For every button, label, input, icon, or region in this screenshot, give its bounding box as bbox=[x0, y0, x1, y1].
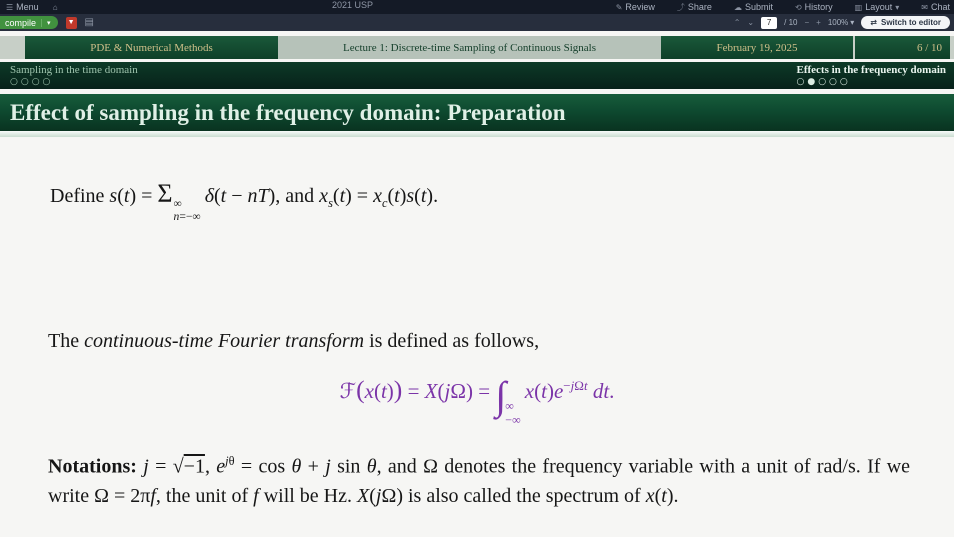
project-title: 2021 USP bbox=[332, 0, 374, 10]
pdf-slide-page bbox=[0, 31, 954, 537]
share-icon: ⤴ bbox=[676, 2, 685, 12]
logs-icon[interactable]: ▤ bbox=[84, 17, 94, 28]
slide-pagenumber-box: 6 / 10 bbox=[855, 36, 950, 59]
fourier-transform-formula: ℱ(x(t)) = X(jΩ) = ∫ ∞ −∞ $x(t)e^{-j\Omega t}$ dt. bbox=[339, 373, 615, 427]
header-spacer bbox=[0, 36, 25, 59]
chevron-down-icon: ▾ bbox=[895, 2, 900, 12]
zoom-in-icon[interactable]: + bbox=[816, 18, 821, 27]
section-right bbox=[796, 64, 946, 88]
review-icon: ✎ bbox=[615, 2, 623, 12]
slide-section-row bbox=[0, 62, 954, 89]
layout-button[interactable]: ▥ Layout ▾ bbox=[854, 2, 900, 12]
section-left bbox=[10, 64, 138, 88]
slide-body bbox=[0, 137, 954, 537]
section-right-dots: ○●○○○ bbox=[796, 77, 851, 87]
section-right-label: Effects in the frequency domain bbox=[796, 64, 946, 76]
review-button[interactable]: ✎ Review bbox=[615, 2, 655, 12]
chevron-down-icon: ▾ bbox=[850, 18, 855, 27]
submit-icon: ☁ bbox=[733, 2, 742, 12]
slide-shorttitle-box: PDE & Numerical Methods bbox=[25, 36, 278, 59]
chat-icon: ✉ bbox=[921, 2, 928, 12]
slide-lecturetitle-box: Lecture 1: Discrete-time Sampling of Continuous Signals bbox=[278, 36, 661, 59]
page-total-label: / 10 bbox=[784, 18, 798, 27]
slide-frametitle: Effect of sampling in the frequency domain: Preparation bbox=[0, 94, 954, 131]
history-button[interactable]: ⟲ History bbox=[794, 2, 833, 12]
ctft-intro-line: The continuous-time Fourier transform is defined as follows, bbox=[48, 330, 540, 352]
hamburger-icon: ☰ bbox=[6, 2, 14, 12]
compile-button[interactable]: compile ▾ bbox=[0, 16, 58, 29]
share-button[interactable]: ⤴ Share bbox=[676, 2, 712, 12]
menu-label: Menu bbox=[16, 2, 39, 12]
history-icon: ⟲ bbox=[794, 2, 802, 12]
zoom-level-dropdown[interactable]: 100% ▾ bbox=[827, 18, 855, 27]
chat-button[interactable]: ✉ Chat bbox=[921, 2, 950, 12]
zoom-out-icon[interactable]: − bbox=[804, 18, 810, 27]
code-switch-icon: ⇄ bbox=[870, 18, 877, 27]
slide-header-row bbox=[0, 36, 954, 59]
home-icon: ⌂ bbox=[52, 2, 58, 12]
pdf-toolbar bbox=[0, 14, 954, 31]
switch-to-editor-button[interactable]: ⇄ Switch to editor bbox=[861, 16, 950, 29]
submit-button[interactable]: ☁ Submit bbox=[733, 2, 773, 12]
next-page-icon[interactable]: ⌄ bbox=[747, 18, 755, 27]
slide-date-box: February 19, 2025 bbox=[661, 36, 853, 59]
menu-button[interactable] bbox=[6, 2, 39, 12]
define-equation-line: Define s(t) = Σ ∞ n=−∞ δ(t − nT), and $x_s(t) = x_c(t)s(t)$. bbox=[50, 179, 439, 223]
notations-paragraph: Notations: j = √−1, $e^{j\theta} = \cos \theta + j$ sin θ, and Ω denotes the frequency variable with a unit of rad/s. If we write Ω = 2πf, the unit of f will be Hz. X(jΩ) is also called the spectrum of x(t). bbox=[48, 454, 911, 507]
section-left-label: Sampling in the time domain bbox=[10, 64, 138, 76]
compile-dropdown-icon[interactable]: ▾ bbox=[41, 19, 51, 27]
home-button[interactable] bbox=[53, 3, 58, 12]
pdf-download-icon[interactable]: ▼ bbox=[66, 17, 77, 29]
section-left-dots: ○○○○ bbox=[10, 77, 54, 87]
page-number-input[interactable]: 7 bbox=[761, 17, 777, 29]
prev-page-icon[interactable]: ⌃ bbox=[733, 18, 741, 27]
top-menubar bbox=[0, 0, 954, 14]
header-spacer bbox=[950, 36, 954, 59]
layout-icon: ▥ bbox=[854, 2, 863, 12]
